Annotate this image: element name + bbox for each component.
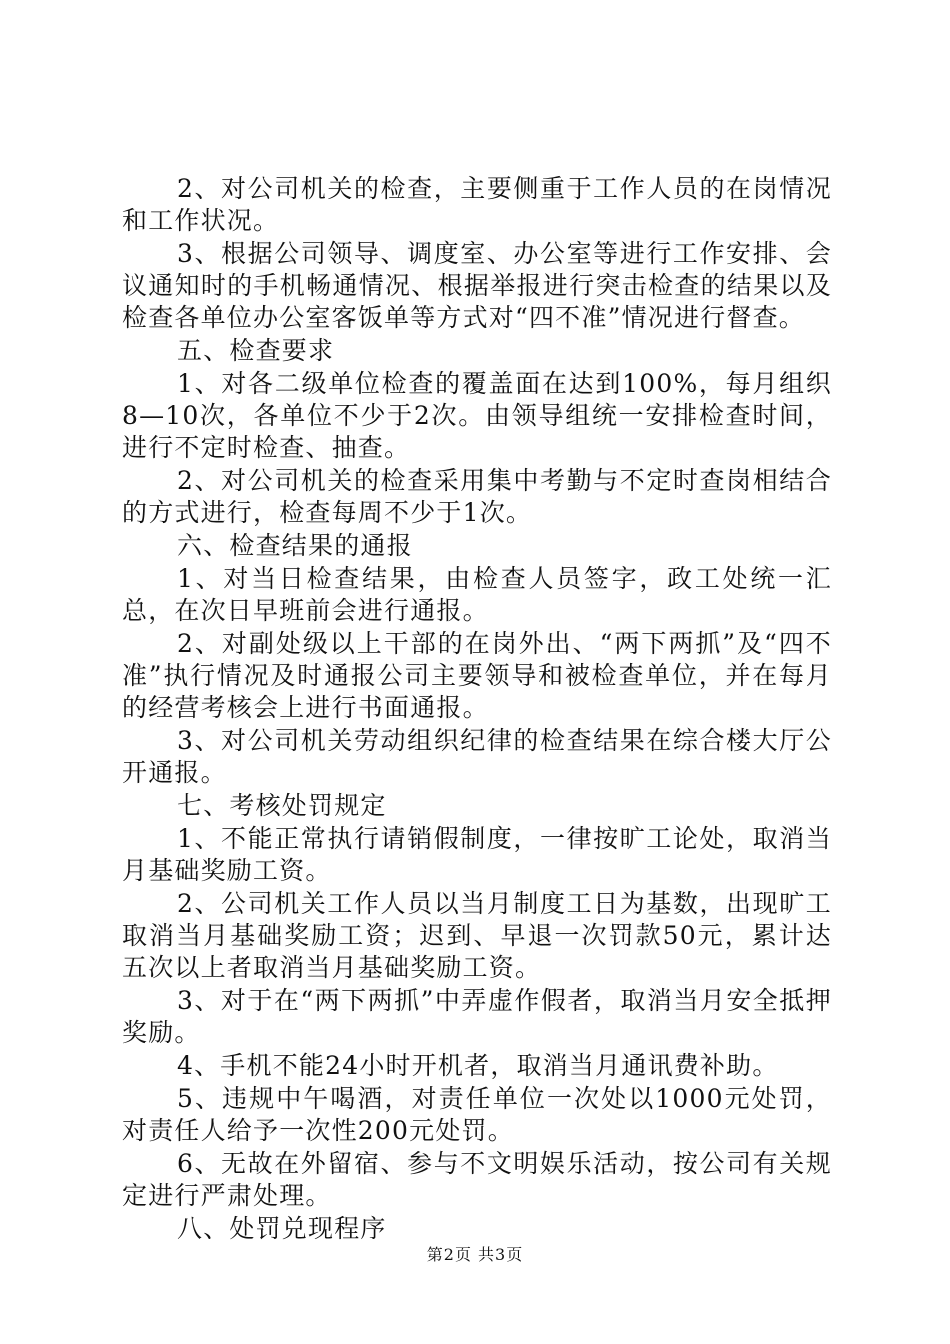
paragraph: 2、对公司机关的检查，主要侧重于工作人员的在岗情况和工作状况。 xyxy=(122,174,832,235)
section-heading: 七、考核处罚规定 xyxy=(177,791,387,820)
section-heading: 八、处罚兑现程序 xyxy=(177,1214,387,1243)
paragraph: 3、根据公司领导、调度室、办公室等进行工作安排、会议通知时的手机畅通情况、根据举报进行突击检查的结果以及检查各单位办公室客饭单等方式对“四不准”情况进行督查。 xyxy=(122,239,832,332)
paragraph: 1、不能正常执行请销假制度，一律按旷工论处，取消当月基础奖励工资。 xyxy=(122,824,832,885)
paragraph: 2、公司机关工作人员以当月制度工日为基数，出现旷工取消当月基础奖励工资；迟到、早退一次罚款50元，累计达五次以上者取消当月基础奖励工资。 xyxy=(122,889,832,982)
paragraph: 2、对副处级以上干部的在岗外出、“两下两抓”及“四不准”执行情况及时通报公司主要领导和被检查单位，并在每月的经营考核会上进行书面通报。 xyxy=(122,629,832,722)
document-body xyxy=(122,173,832,1246)
paragraph: 1、对当日检查结果，由检查人员签字，政工处统一汇总，在次日早班前会进行通报。 xyxy=(122,564,832,625)
section-heading: 六、检查结果的通报 xyxy=(177,531,413,560)
page-number-footer: 第2页 共3页 xyxy=(426,1245,524,1264)
paragraph: 2、对公司机关的检查采用集中考勤与不定时查岗相结合的方式进行，检查每周不少于1次。 xyxy=(122,466,832,527)
section-heading: 五、检查要求 xyxy=(177,336,335,365)
paragraph: 3、对公司机关劳动组织纪律的检查结果在综合楼大厅公开通报。 xyxy=(122,726,832,787)
paragraph: 6、无故在外留宿、参与不文明娱乐活动，按公司有关规定进行严肃处理。 xyxy=(122,1149,832,1210)
paragraph: 4、手机不能24小时开机者，取消当月通讯费补助。 xyxy=(177,1051,779,1080)
paragraph: 1、对各二级单位检查的覆盖面在达到100%，每月组织8—10次，各单位不少于2次。由领导组统一安排检查时间，进行不定时检查、抽查。 xyxy=(122,369,832,462)
paragraph: 5、违规中午喝酒，对责任单位一次处以1000元处罚，对责任人给予一次性200元处罚。 xyxy=(122,1084,832,1145)
paragraph: 3、对于在“两下两抓”中弄虚作假者，取消当月安全抵押奖励。 xyxy=(122,986,832,1047)
